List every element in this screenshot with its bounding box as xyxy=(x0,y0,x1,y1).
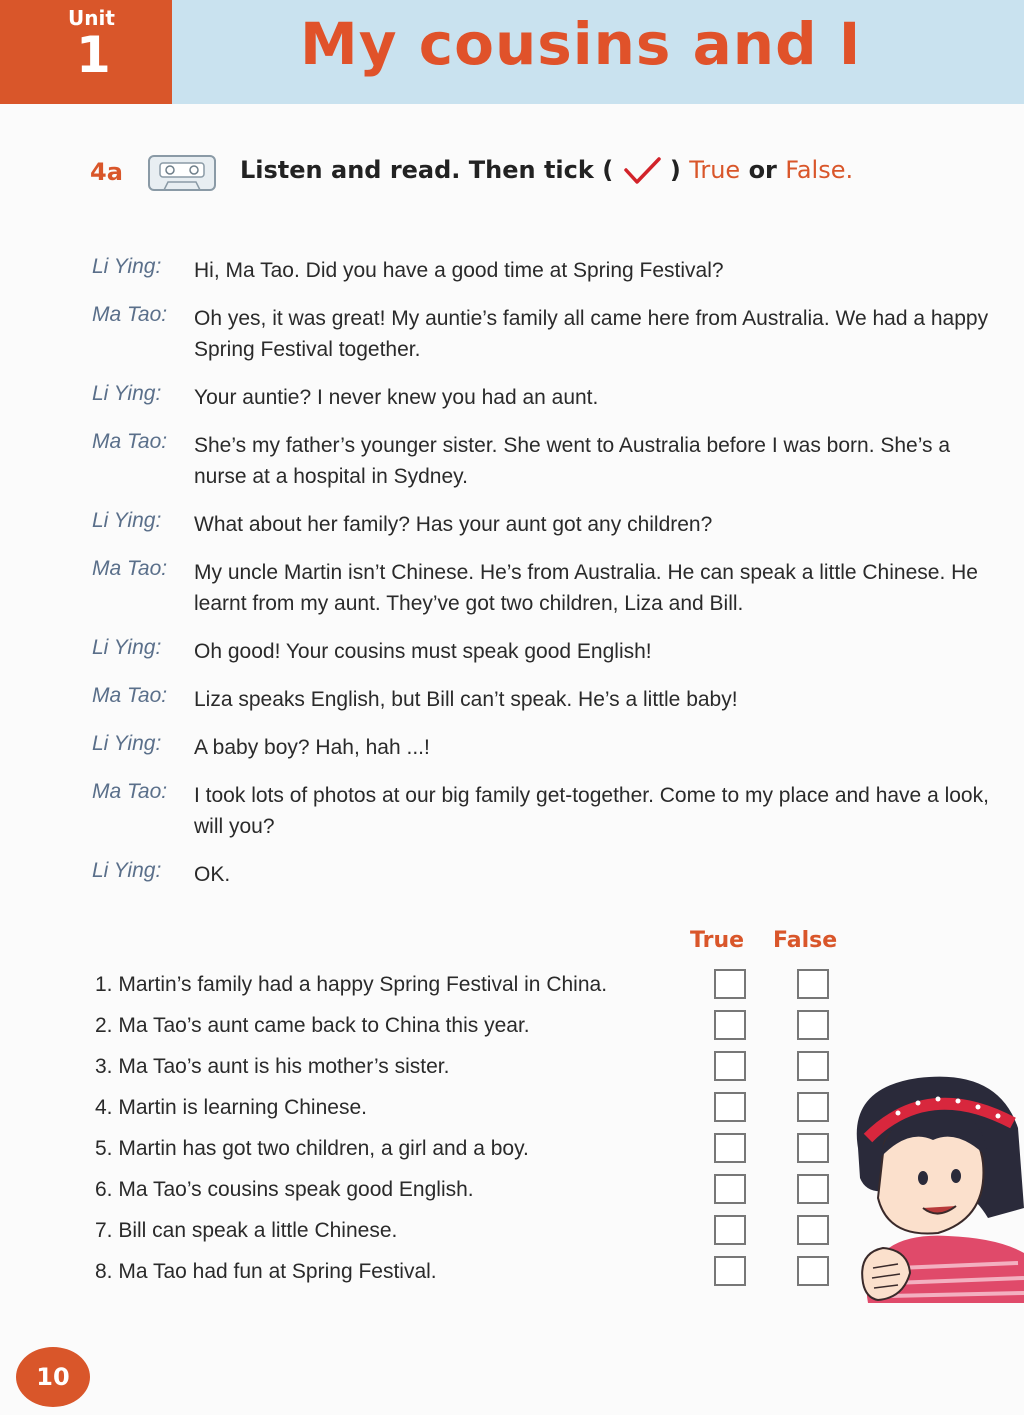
dialogue-line xyxy=(92,303,992,365)
instruction-or-word: or xyxy=(748,156,777,184)
speaker-name: Ma Tao: xyxy=(92,303,168,326)
speaker-name: Li Ying: xyxy=(92,382,162,405)
instruction-after: ) xyxy=(669,156,681,184)
instruction-true-word: True xyxy=(689,156,741,184)
statement-item: 4. Martin is learning Chinese. xyxy=(95,1096,367,1119)
speech-text: She’s my father’s younger sister. She went to Australia before I was born. She’s a nurse at a hospital in Sydney. xyxy=(194,434,951,488)
girl-illustration xyxy=(838,1068,1024,1303)
dialogue-line xyxy=(92,557,992,619)
cassette-icon[interactable] xyxy=(146,152,218,194)
true-checkbox[interactable] xyxy=(714,1256,746,1286)
statement-item: 8. Ma Tao had fun at Spring Festival. xyxy=(95,1260,437,1283)
unit-badge xyxy=(0,0,172,104)
instruction-text xyxy=(240,156,853,186)
true-column-header: True xyxy=(690,928,745,953)
speaker-name: Li Ying: xyxy=(92,636,162,659)
speech-text: A baby boy? Hah, hah ...! xyxy=(194,736,430,759)
dialogue-line xyxy=(92,636,992,667)
true-checkbox[interactable] xyxy=(714,1010,746,1040)
dialogue-line xyxy=(92,859,992,890)
true-checkbox[interactable] xyxy=(714,1051,746,1081)
unit-number: 1 xyxy=(76,26,111,84)
statement-list xyxy=(95,968,715,1296)
statement-item: 6. Ma Tao’s cousins speak good English. xyxy=(95,1178,474,1201)
instruction-before: Listen and read. Then tick ( xyxy=(240,156,614,184)
false-checkbox[interactable] xyxy=(797,1133,829,1163)
speech-text: What about her family? Has your aunt got any children? xyxy=(194,513,713,536)
page-title: My cousins and I xyxy=(300,10,862,78)
unit-label: Unit xyxy=(68,6,115,30)
statement-item: 5. Martin has got two children, a girl and a boy. xyxy=(95,1137,529,1160)
speaker-name: Li Ying: xyxy=(92,732,162,755)
false-checkbox[interactable] xyxy=(797,1010,829,1040)
false-column-header: False xyxy=(773,928,838,953)
exercise-number: 4a xyxy=(90,158,123,186)
statement-item: 7. Bill can speak a little Chinese. xyxy=(95,1219,398,1242)
dialogue xyxy=(92,255,992,907)
dialogue-line xyxy=(92,684,992,715)
speaker-name: Li Ying: xyxy=(92,255,162,278)
dialogue-line xyxy=(92,732,992,763)
dialogue-line xyxy=(92,780,992,842)
false-checkbox[interactable] xyxy=(797,1174,829,1204)
speech-text: Oh good! Your cousins must speak good English! xyxy=(194,640,652,663)
speaker-name: Ma Tao: xyxy=(92,557,168,580)
speaker-name: Li Ying: xyxy=(92,509,162,532)
true-checkbox[interactable] xyxy=(714,1092,746,1122)
dialogue-line xyxy=(92,255,992,286)
dialogue-line xyxy=(92,509,992,540)
false-checkbox[interactable] xyxy=(797,1215,829,1245)
speaker-name: Ma Tao: xyxy=(92,430,168,453)
speaker-name: Ma Tao: xyxy=(92,684,168,707)
instruction-false-word: False. xyxy=(785,156,854,184)
true-checkbox[interactable] xyxy=(714,1174,746,1204)
false-checkbox[interactable] xyxy=(797,1092,829,1122)
false-checkbox[interactable] xyxy=(797,1256,829,1286)
speech-text: Liza speaks English, but Bill can’t speak. He’s a little baby! xyxy=(194,688,738,711)
false-checkbox[interactable] xyxy=(797,1051,829,1081)
true-checkbox[interactable] xyxy=(714,1133,746,1163)
speech-text: My uncle Martin isn’t Chinese. He’s from Australia. He can speak a little Chinese. He learnt from my aunt. They’ve got two children, Liza and Bill. xyxy=(194,561,978,615)
statement-item: 3. Ma Tao’s aunt is his mother’s sister. xyxy=(95,1055,450,1078)
tick-icon xyxy=(622,156,662,186)
speech-text: I took lots of photos at our big family get-together. Come to my place and have a look, will you? xyxy=(194,784,989,838)
false-checkbox[interactable] xyxy=(797,969,829,999)
dialogue-line xyxy=(92,382,992,413)
true-checkbox[interactable] xyxy=(714,1215,746,1245)
statement-item: 1. Martin’s family had a happy Spring Festival in China. xyxy=(95,973,608,996)
true-checkbox[interactable] xyxy=(714,969,746,999)
speech-text: OK. xyxy=(194,863,231,886)
speaker-name: Li Ying: xyxy=(92,859,162,882)
page-number: 10 xyxy=(16,1347,90,1407)
title-band xyxy=(172,0,1024,104)
speech-text: Oh yes, it was great! My auntie’s family all came here from Australia. We had a happy Spring Festival together. xyxy=(194,307,989,361)
dialogue-line xyxy=(92,430,992,492)
statement-item: 2. Ma Tao’s aunt came back to China this year. xyxy=(95,1014,530,1037)
speech-text: Your auntie? I never knew you had an aunt. xyxy=(194,386,599,409)
speech-text: Hi, Ma Tao. Did you have a good time at Spring Festival? xyxy=(194,259,724,282)
speaker-name: Ma Tao: xyxy=(92,780,168,803)
